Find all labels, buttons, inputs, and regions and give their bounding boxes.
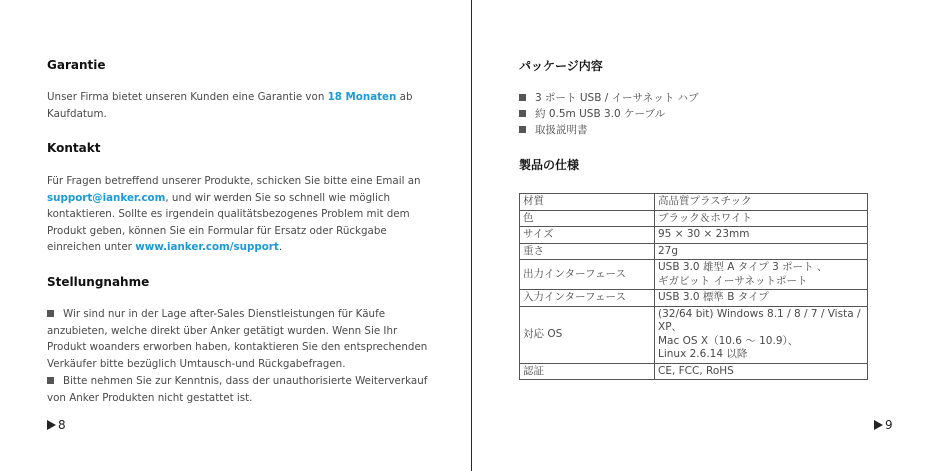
garantie-heading: Garantie [47, 58, 106, 72]
spec-key: サイズ [520, 227, 655, 244]
spec-value: CE, FCC, RoHS [655, 363, 868, 380]
page-number-right-text: 9 [885, 418, 893, 432]
spec-value: ブラック＆ホワイト [655, 210, 868, 227]
kontakt-heading: Kontakt [47, 141, 101, 155]
arrow-right-icon [47, 420, 56, 430]
table-row [520, 290, 868, 307]
bullet-square-icon [519, 94, 526, 101]
stellungnahme-item [47, 373, 429, 406]
garantie-text-end: ab Kaufdatum. [47, 91, 413, 120]
spec-value: 27g [655, 243, 868, 260]
spec-key: 重さ [520, 243, 655, 260]
list-item-text: 取扱説明書 [535, 124, 588, 136]
spec-value: 95 × 30 × 23mm [655, 227, 868, 244]
stellungnahme-heading: Stellungnahme [47, 275, 150, 289]
garantie-text [47, 89, 417, 122]
spec-key: 対応 OS [520, 306, 655, 363]
right-page [472, 0, 943, 471]
page-number-right [874, 418, 893, 432]
kontakt-text-part1: Für Fragen betreffend unserer Produkte, schicken Sie bitte eine Email an [47, 175, 421, 187]
support-email-link[interactable]: support@ianker.com [47, 191, 166, 204]
spec-table [519, 193, 868, 380]
stellungnahme-item-text: Wir sind nur in der Lage after-Sales Dienstleistungen für Käufe anzubieten, welche direkt über Anker getätigt wurden. Wenn Sie Ihr Produkt woanders erworben haben, kontaktieren Sie den entsprechenden Verkäufer bitte bezüglich Umtausch-und Rückgabefragen. [47, 308, 428, 370]
spec-value: (32/64 bit) Windows 8.1 / 8 / 7 / Vista / XP、 Mac OS X（10.6 〜 10.9）、 Linux 2.6.14 以降 [655, 306, 868, 363]
table-row [520, 363, 868, 380]
package-list [519, 90, 699, 138]
spec-key: 出力インターフェース [520, 260, 655, 290]
spec-key: 認証 [520, 363, 655, 380]
table-row [520, 210, 868, 227]
arrow-right-icon [874, 420, 883, 430]
garantie-text-part: Unser Firma bietet unseren Kunden eine Garantie von [47, 91, 328, 103]
bullet-square-icon [47, 377, 54, 384]
stellungnahme-item-text: Bitte nehmen Sie zur Kenntnis, dass der unauthorisierte Weiterverkauf von Anker Produkten nicht gestattet ist. [47, 375, 428, 404]
support-url-link[interactable]: www.ianker.com/support [135, 241, 279, 253]
table-row [520, 227, 868, 244]
kontakt-text-part3: . [278, 241, 283, 253]
page-number-left-text: 8 [58, 418, 66, 432]
spec-key: 色 [520, 210, 655, 227]
table-row [520, 306, 868, 363]
warranty-period: 18 Monaten [327, 91, 397, 103]
list-item [519, 122, 699, 138]
spec-value: 高品質プラスチック [655, 194, 868, 211]
table-row [520, 243, 868, 260]
bullet-square-icon [519, 126, 526, 133]
page-number-left [47, 418, 66, 432]
stellungnahme-item [47, 306, 429, 372]
kontakt-text-part2: , und wir werden Sie so schnell wie möglich kontaktieren. Sollte es irgendein qualitätsbezogenes Problem mit dem Produkt geben, können Sie ein Formular für Ersatz oder Rückgabe einreichen unter [47, 191, 410, 253]
spec-key: 入力インターフェース [520, 290, 655, 307]
spec-key: 材質 [520, 194, 655, 211]
table-row [520, 260, 868, 290]
kontakt-text [47, 173, 423, 256]
bullet-square-icon [47, 310, 54, 317]
list-item-text: 3 ポート USB / イーサネット ハブ [535, 92, 699, 104]
list-item-text: 約 0.5m USB 3.0 ケーブル [535, 108, 666, 120]
list-item [519, 106, 699, 122]
spec-value: USB 3.0 雄型 A タイプ 3 ポート 、 ギガビット イーサネットポート [655, 260, 868, 290]
list-item [519, 90, 699, 106]
package-heading: パッケージ内容 [519, 59, 603, 73]
spec-heading: 製品の仕様 [519, 158, 580, 172]
table-row [520, 194, 868, 211]
spec-value: USB 3.0 標準 B タイプ [655, 290, 868, 307]
bullet-square-icon [519, 110, 526, 117]
left-page [0, 0, 471, 471]
